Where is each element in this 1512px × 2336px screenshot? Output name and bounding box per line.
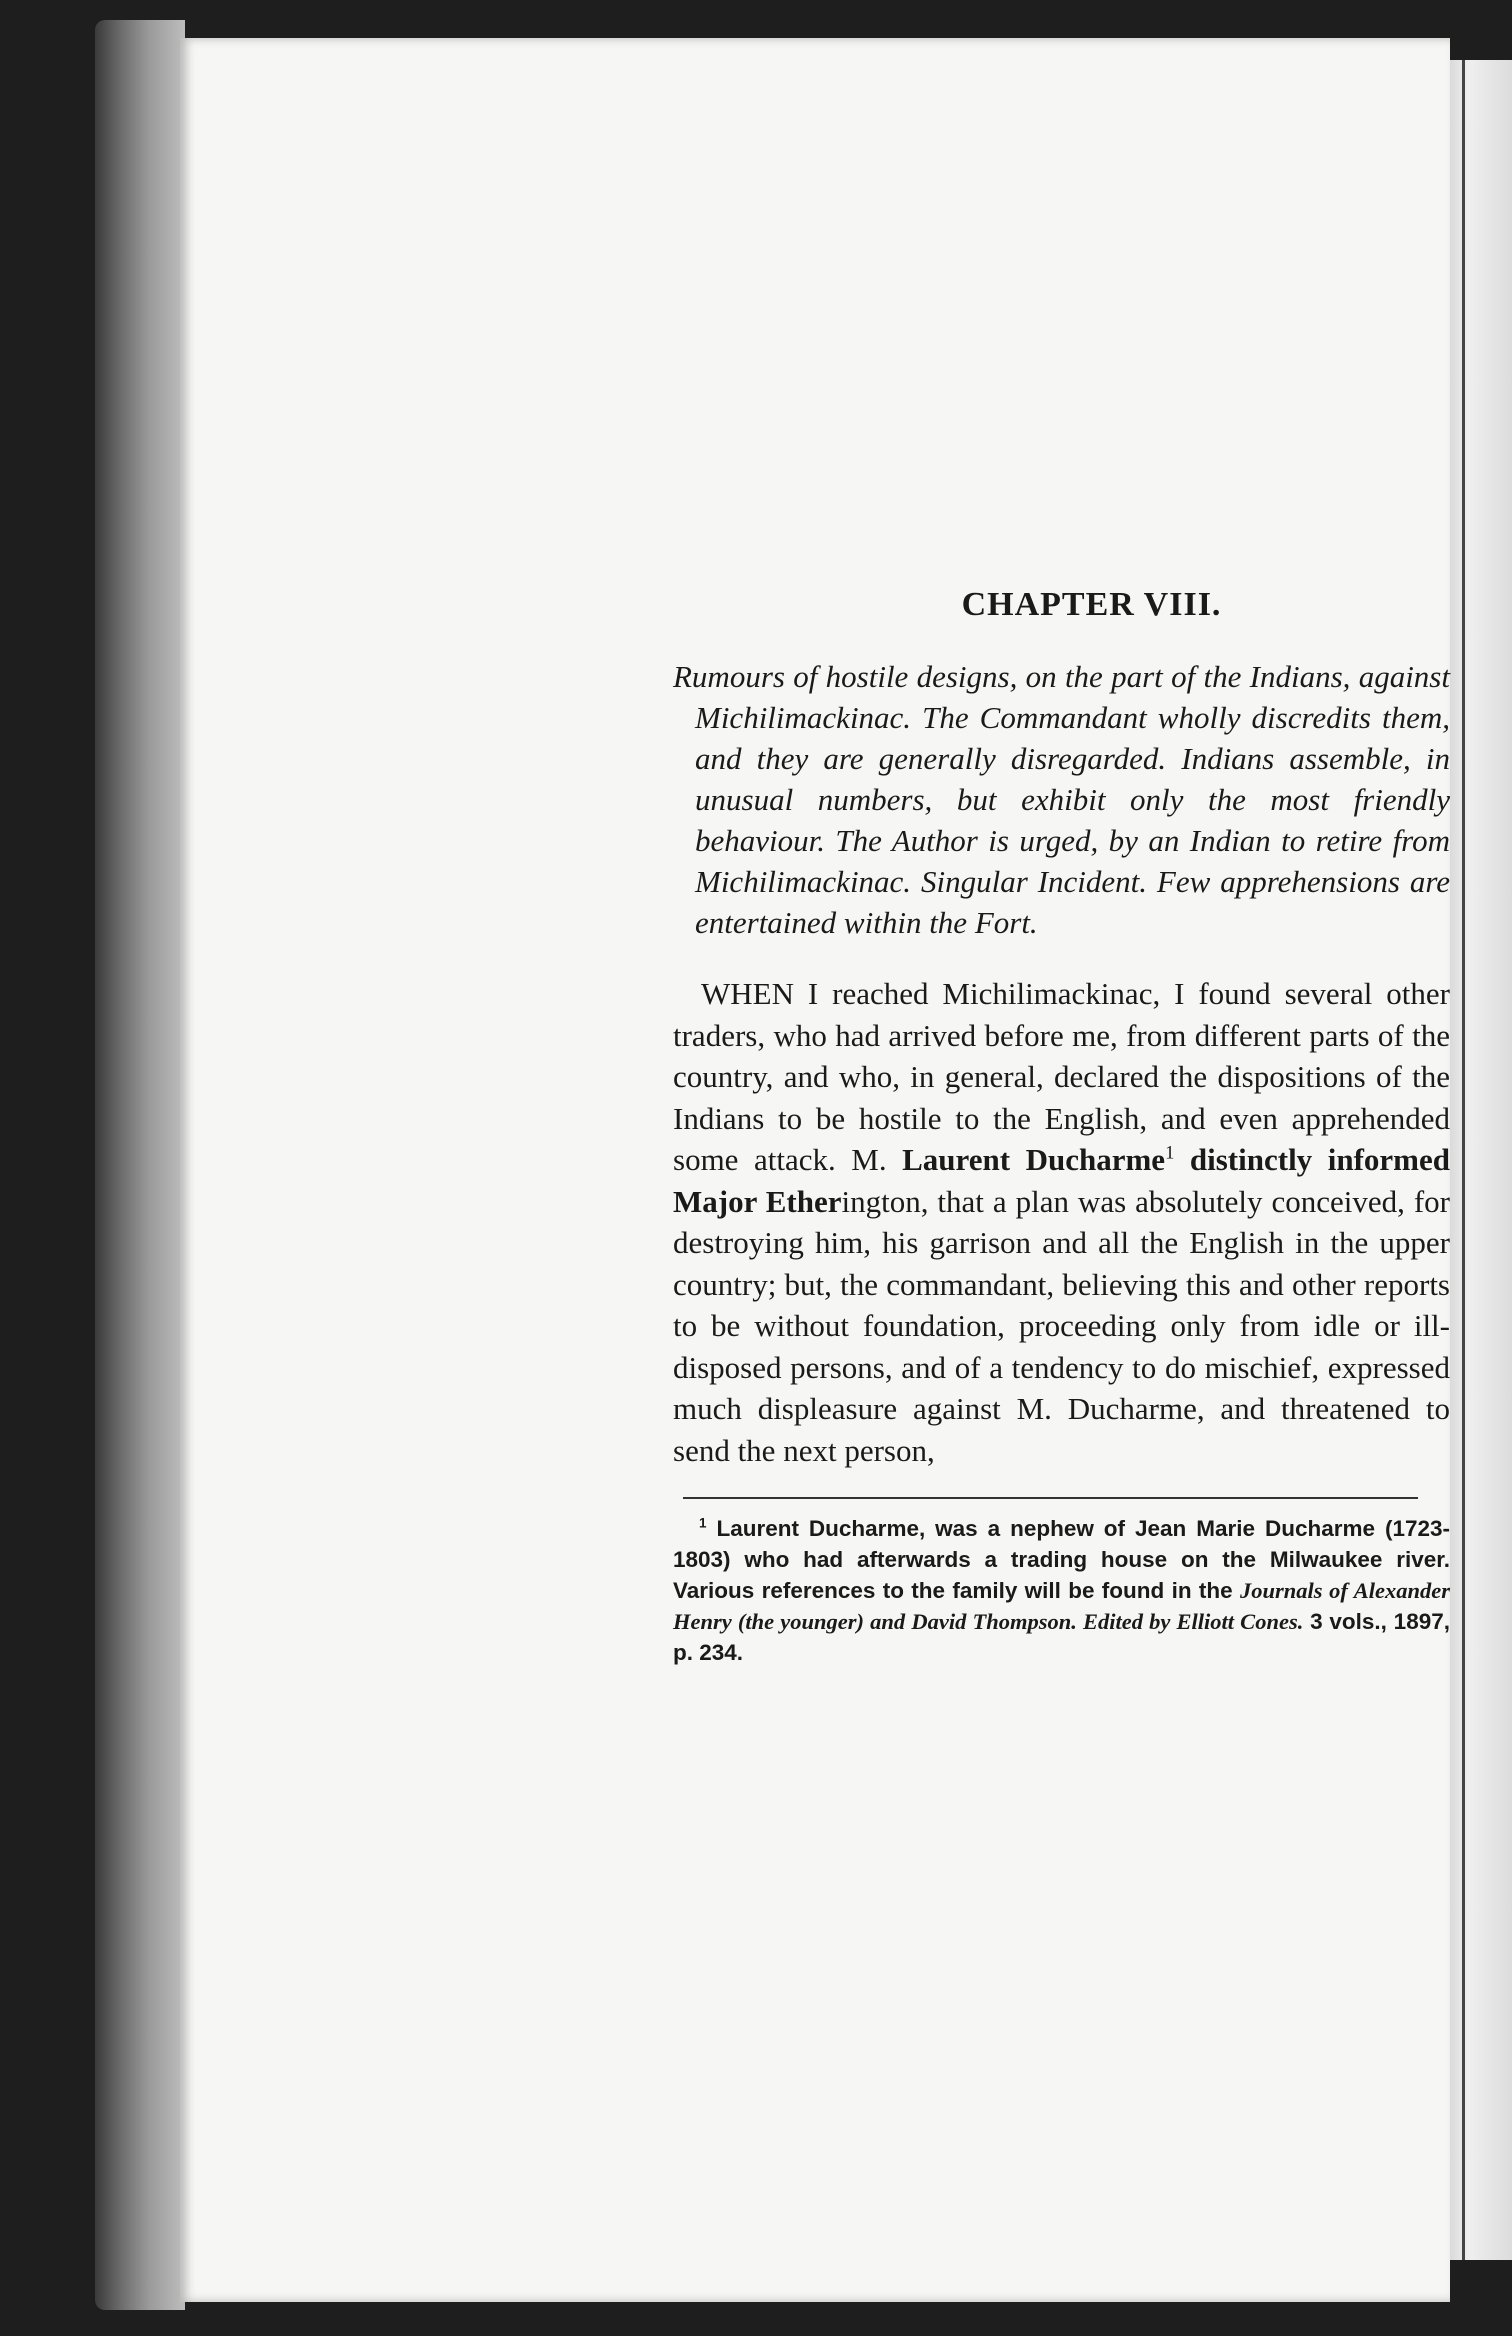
- body-part2: ington, that a plan was absolutely conceived, for destroying him, his garrison and all the English in the upper country; but, the commandant, believing this and other reports to be without foundation, proceeding only from idle or ill-disposed persons, and of a tendency to do mischief, expressed much displeasure against M. Ducharme, and threatened to send the next person,: [673, 1183, 1450, 1468]
- body-bold-after: distinctly informed Major Ether: [673, 1142, 1450, 1219]
- footnote-text2: 3 vols., 1897, p. 234.: [673, 1609, 1450, 1665]
- body-part1: WHEN I reached Michilimackinac, I found several other traders, who had arrived before me, from different parts of the country, and who, in general, declared the dispositions of the Indians to be hostile to the English, and even apprehended some attack. M.: [673, 976, 1450, 1177]
- footnote-reference: 1: [1165, 1142, 1175, 1164]
- footnote-text1: Laurent Ducharme, was a nephew of Jean Marie Ducharme (1723-1803) who had afterwards a trading house on the Milwaukee river. Various references to the family will be found in the: [673, 1516, 1450, 1603]
- body-paragraph: [673, 973, 1450, 1471]
- text-column: [673, 586, 1450, 1668]
- footnote-rule: [683, 1497, 1418, 1499]
- chapter-summary: Rumours of hostile designs, on the part of the Indians, against Michilimackinac. The Commandant wholly discredits them, and they are generally disregarded. Indians assemble, in unusual numbers, but exhibit only the most friendly behaviour. The Author is urged, by an Indian to retire from Michilimackinac. Singular Incident. Few apprehensions are entertained within the Fort.: [673, 659, 1450, 940]
- book-edge-left: [95, 20, 185, 2310]
- chapter-title: CHAPTER VIII.: [961, 586, 1222, 623]
- body-bold-name: Laurent Ducharme: [902, 1142, 1166, 1177]
- footnote-marker: 1: [699, 1515, 707, 1531]
- footnote-italic: Journals of Alexander Henry (the younger) and David Thompson. Edited by Elliott Cones.: [673, 1578, 1450, 1634]
- book-edge-right: [1440, 60, 1512, 2260]
- footnote: [673, 1513, 1450, 1668]
- book-page: [180, 38, 1450, 2302]
